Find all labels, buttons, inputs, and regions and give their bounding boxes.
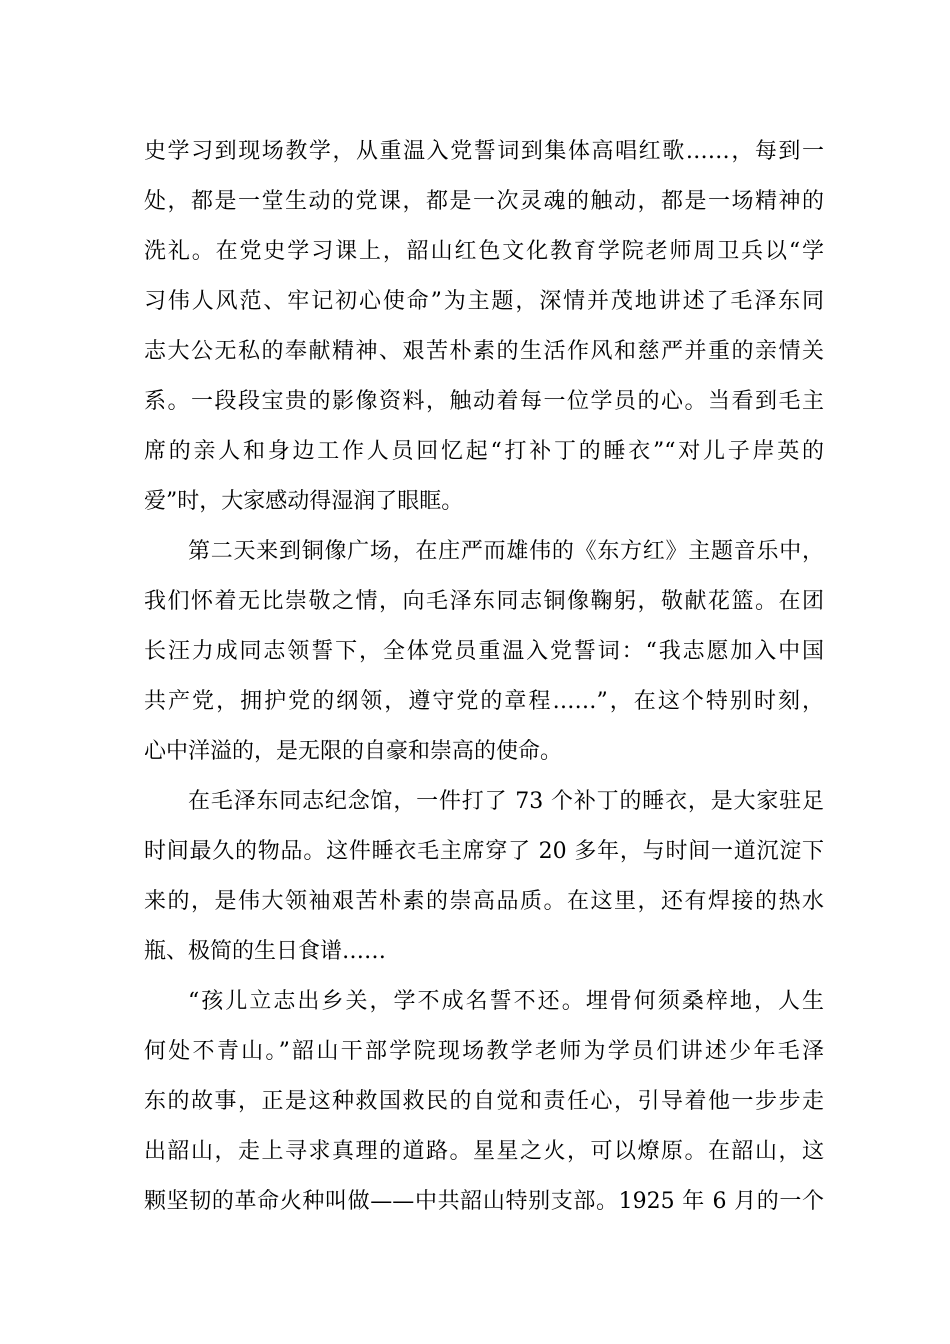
text-line: 系。一段段宝贵的影像资料，触动着每一位学员的心。当看到毛主 [144, 389, 824, 414]
text-line: 爱”时，大家感动得湿润了眼眶。 [144, 489, 464, 514]
text-line: 志大公无私的奉献精神、艰苦朴素的生活作风和慈严并重的亲情关 [144, 339, 824, 364]
text-line: 心中洋溢的，是无限的自豪和崇高的使命。 [144, 739, 563, 764]
text-line: 瓶、极简的生日食谱…… [144, 939, 387, 964]
text-line: 第二天来到铜像广场，在庄严而雄伟的《东方红》主题音乐中， [188, 539, 824, 564]
text-line: 我们怀着无比崇敬之情，向毛泽东同志铜像鞠躬，敬献花篮。在团 [144, 589, 824, 614]
text-line: 共产党，拥护党的纲领，遵守党的章程……”，在这个特别时刻， [144, 689, 824, 714]
text-line: 出韶山，走上寻求真理的道路。星星之火，可以燎原。在韶山，这 [144, 1139, 824, 1164]
text-line: 习伟人风范、牢记初心使命”为主题，深情并茂地讲述了毛泽东同 [144, 289, 824, 314]
text-line: 来的，是伟大领袖艰苦朴素的崇高品质。在这里，还有焊接的热水 [144, 889, 824, 914]
text-line: 在毛泽东同志纪念馆，一件打了 73 个补丁的睡衣，是大家驻足 [188, 789, 824, 814]
text-line: 洗礼。在党史学习课上，韶山红色文化教育学院老师周卫兵以“学 [144, 239, 824, 264]
text-line: 颗坚韧的革命火种叫做——中共韶山特别支部。1925 年 6 月的一个 [144, 1189, 824, 1214]
text-line: 处，都是一堂生动的党课，都是一次灵魂的触动，都是一场精神的 [144, 189, 824, 214]
text-line: 席的亲人和身边工作人员回忆起“打补丁的睡衣”“对儿子岸英的 [144, 439, 824, 464]
text-line: 时间最久的物品。这件睡衣毛主席穿了 20 多年，与时间一道沉淀下 [144, 839, 824, 864]
text-line: 东的故事，正是这种救国救民的自觉和责任心，引导着他一步步走 [144, 1089, 824, 1114]
text-line: 何处不青山。”韶山干部学院现场教学老师为学员们讲述少年毛泽 [144, 1039, 824, 1064]
text-line: 史学习到现场教学，从重温入党誓词到集体高唱红歌……，每到一 [144, 139, 824, 164]
text-line: “孩儿立志出乡关，学不成名誓不还。埋骨何须桑梓地，人生 [188, 989, 824, 1014]
text-line: 长汪力成同志领誓下，全体党员重温入党誓词：“我志愿加入中国 [144, 639, 824, 664]
